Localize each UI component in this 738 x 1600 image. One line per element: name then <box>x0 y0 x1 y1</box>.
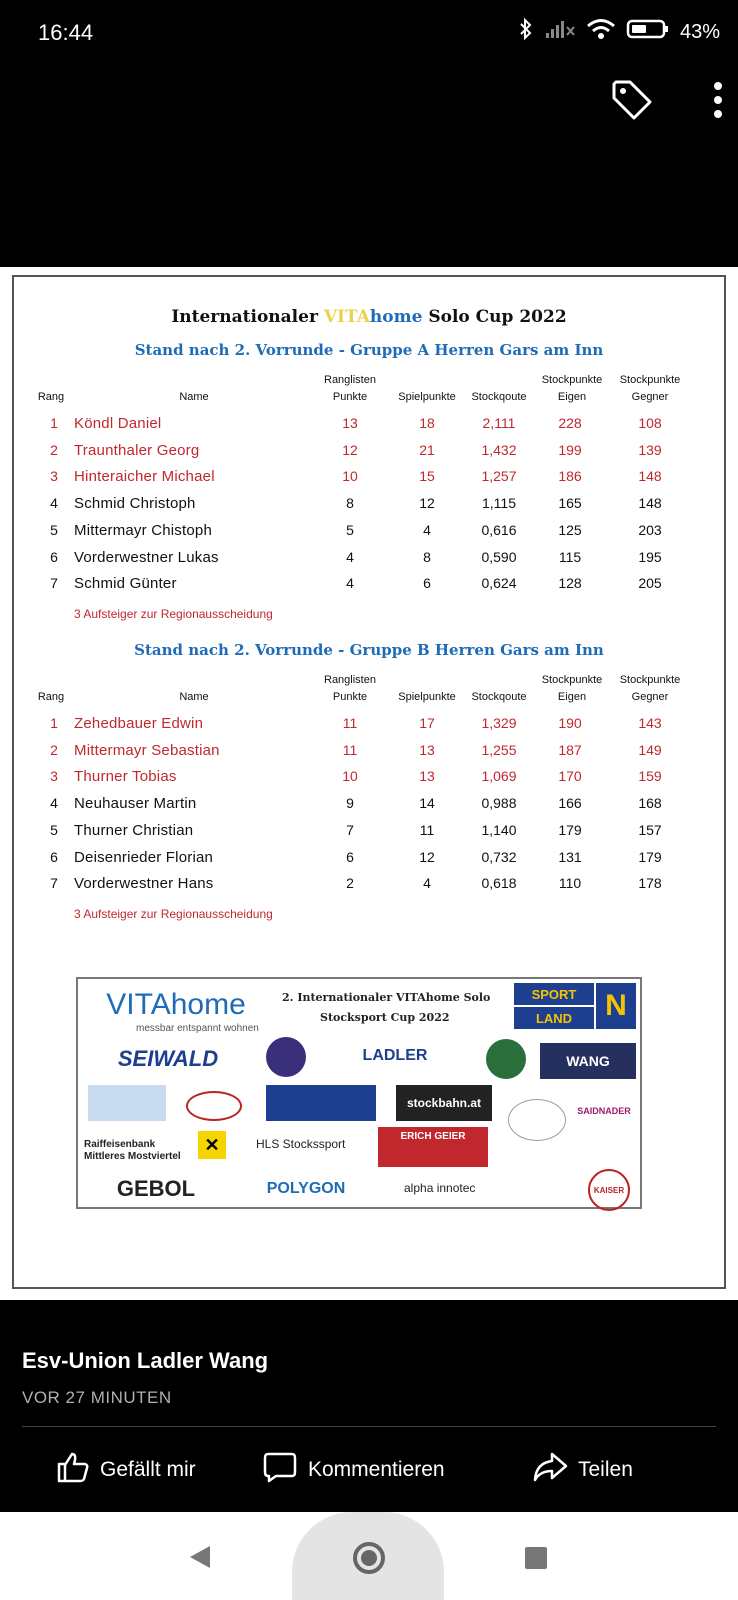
header-line: Stockpunkte <box>541 674 603 686</box>
cell-sq: 1,115 <box>482 495 516 512</box>
thumbs-up-icon <box>56 1450 90 1490</box>
home-circle-icon <box>352 1562 386 1579</box>
divider <box>22 1426 716 1427</box>
battery-icon <box>626 18 670 46</box>
cell-sp: 4 <box>423 875 431 892</box>
raiffeisen-line-1: Raiffeisenbank <box>84 1139 156 1150</box>
cell-name: Vorderwestner Hans <box>74 875 214 893</box>
cup-line-2: Stocksport Cup 2022 <box>320 1011 450 1024</box>
status-bar <box>0 0 738 66</box>
cell-rp: 5 <box>346 521 354 538</box>
group-b-header-stockpunkte-eigen <box>536 672 608 706</box>
cell-name: Mittermayr Chistoph <box>74 521 213 539</box>
group-a-header-stockqoute <box>466 372 532 406</box>
cell-sp: 12 <box>419 848 435 865</box>
header-line: Gegner <box>631 391 669 403</box>
cell-rp: 7 <box>346 821 354 838</box>
group-b-header-name <box>154 672 234 706</box>
header-line: Stockpunkte <box>541 374 603 386</box>
action-bar <box>0 1450 738 1490</box>
cell-sg: 157 <box>638 821 662 838</box>
nav-back-button[interactable] <box>188 1544 212 1575</box>
cell-sg: 148 <box>638 495 662 512</box>
cell-sq: 0,732 <box>481 848 517 865</box>
more-options-button[interactable] <box>706 76 730 124</box>
cell-sp: 13 <box>419 768 435 785</box>
group-b-header-rang <box>36 672 66 706</box>
header-line: Eigen <box>557 691 587 703</box>
table-row <box>14 742 724 769</box>
nav-home-button[interactable] <box>352 1541 386 1580</box>
cell-rang: 4 <box>50 795 58 812</box>
cell-sp: 13 <box>419 741 435 758</box>
cell-sp: 8 <box>423 548 431 565</box>
table-row <box>14 768 724 795</box>
cell-sg: 143 <box>638 715 662 731</box>
table-row <box>14 495 724 522</box>
cell-se: 179 <box>558 821 582 838</box>
status-time: 16:44 <box>38 20 94 45</box>
table-row <box>14 849 724 876</box>
cell-se: 115 <box>558 548 582 565</box>
vitahome-logo: VITAhome <box>106 988 246 1021</box>
group-b-header-ranglisten-punkte <box>314 672 386 706</box>
header-line: Gegner <box>631 691 669 703</box>
cell-sq: 1,329 <box>481 715 517 731</box>
header-line: Spielpunkte <box>398 391 456 403</box>
cell-rp: 13 <box>342 415 358 431</box>
cell-rang: 2 <box>50 741 58 758</box>
header-line <box>154 372 234 389</box>
cell-rp: 4 <box>346 548 354 565</box>
header-line <box>36 372 66 389</box>
group-b-header-spielpunkte <box>390 672 464 706</box>
sponsor-logo-aqua <box>88 1085 166 1121</box>
cell-se: 166 <box>558 795 582 812</box>
back-triangle-icon <box>188 1557 212 1574</box>
comment-icon <box>262 1450 298 1490</box>
club-badge-1 <box>266 1037 306 1077</box>
cell-sq: 2,111 <box>482 415 516 431</box>
header-line <box>390 372 464 389</box>
system-nav-bar <box>0 1512 738 1600</box>
cell-sg: 168 <box>638 795 662 812</box>
header-line: Spielpunkte <box>398 691 456 703</box>
nav-recents-button[interactable] <box>524 1546 548 1575</box>
group-b-title: Stand nach 2. Vorrunde - Gruppe B Herren Gars am Inn <box>134 641 604 659</box>
title-part: Internationaler <box>171 307 324 327</box>
cell-rang: 5 <box>50 521 58 538</box>
battery-percent: 43% <box>679 20 720 43</box>
document-title <box>14 307 724 327</box>
post-caption <box>0 1300 738 1510</box>
sponsor-banner <box>76 977 642 1209</box>
header-line: Stockqoute <box>471 391 527 403</box>
cell-rang: 4 <box>50 495 58 512</box>
header-line: Punkte <box>332 391 368 403</box>
group-a-header-name <box>154 372 234 406</box>
cell-rang: 1 <box>50 415 58 431</box>
wang-logo: WANG <box>540 1043 636 1079</box>
cell-se: 128 <box>558 575 582 592</box>
cell-se: 199 <box>558 441 582 458</box>
table-row <box>14 522 724 549</box>
cell-name: Vorderwestner Lukas <box>74 548 219 566</box>
header-line: Name <box>179 691 209 703</box>
group-a-title: Stand nach 2. Vorrunde - Gruppe A Herren Gars am Inn <box>134 341 604 359</box>
cell-sp: 12 <box>419 495 435 512</box>
recents-square-icon <box>524 1557 548 1574</box>
sponsor-logo-hechtl <box>266 1085 376 1121</box>
cell-rang: 5 <box>50 821 58 838</box>
header-line: Stockqoute <box>471 691 527 703</box>
table-row <box>14 795 724 822</box>
cell-name: Neuhauser Martin <box>74 795 197 813</box>
vitahome-tagline: messbar entspannt wohnen <box>136 1023 259 1034</box>
cell-name: Thurner Tobias <box>74 768 177 786</box>
tag-button[interactable] <box>608 76 656 124</box>
share-label: Teilen <box>578 1458 633 1481</box>
table-row <box>14 715 724 742</box>
header-line <box>36 672 66 689</box>
more-vertical-icon <box>706 111 730 128</box>
cell-sp: 18 <box>419 415 435 431</box>
alpha-innotec-logo: alpha innotec <box>404 1181 476 1195</box>
page-name-link[interactable]: Esv-Union Ladler Wang <box>22 1348 269 1373</box>
cell-se: 187 <box>558 741 582 758</box>
cell-rang: 2 <box>50 441 58 458</box>
cell-rp: 4 <box>346 575 354 592</box>
cell-sq: 0,988 <box>481 795 517 812</box>
standings-document <box>12 275 726 1289</box>
cell-sq: 1,257 <box>481 468 517 485</box>
club-badge-2 <box>486 1039 526 1079</box>
header-line: Punkte <box>332 691 368 703</box>
post-timestamp: VOR 27 MINUTEN <box>22 1388 172 1407</box>
cell-rp: 11 <box>342 741 358 758</box>
raiffeisen-line-2: Mittleres Mostviertel <box>84 1151 181 1162</box>
kaiser-logo: KAISER <box>588 1169 630 1211</box>
cell-name: Traunthaler Georg <box>74 441 200 459</box>
tag-icon <box>608 111 656 128</box>
cell-rang: 6 <box>50 848 58 865</box>
erich-geier-logo: ERICH GEIER <box>378 1127 488 1167</box>
cell-sq: 0,624 <box>481 575 517 592</box>
comment-button[interactable] <box>262 1450 445 1490</box>
cell-sg: 139 <box>638 441 662 458</box>
cell-name: Köndl Daniel <box>74 415 162 432</box>
cell-sg: 159 <box>638 768 662 785</box>
cell-sq: 1,255 <box>481 741 517 758</box>
cell-sp: 17 <box>419 715 435 731</box>
cell-sq: 0,618 <box>481 875 517 892</box>
like-button[interactable] <box>56 1450 196 1490</box>
group-a-note: 3 Aufsteiger zur Regionausscheidung <box>74 607 273 621</box>
sponsor-logo-hahn <box>186 1091 242 1121</box>
stockbahn-logo: stockbahn.at <box>396 1085 492 1121</box>
cell-name: Schmid Christoph <box>74 495 196 513</box>
cell-se: 228 <box>558 415 582 431</box>
cell-se: 190 <box>558 715 582 731</box>
gebol-logo: GEBOL <box>116 1176 196 1201</box>
saidnader-logo: SAIDNADER <box>577 1106 631 1116</box>
raiffeisen-logo: ✕ <box>198 1131 226 1159</box>
group-a-header-spielpunkte <box>390 372 464 406</box>
cell-name: Hinteraicher Michael <box>74 468 215 486</box>
header-line: Name <box>179 391 209 403</box>
cell-rang: 3 <box>50 768 58 785</box>
cell-name: Schmid Günter <box>74 575 177 593</box>
cell-rang: 7 <box>50 875 58 892</box>
cell-sp: 14 <box>419 795 435 812</box>
title-vita: VITA <box>323 307 370 327</box>
noe-logo: N <box>596 983 636 1029</box>
cell-sg: 108 <box>638 415 662 431</box>
cell-se: 125 <box>558 521 582 538</box>
cell-sq: 1,069 <box>481 768 517 785</box>
table-row <box>14 575 724 602</box>
cell-rp: 11 <box>342 715 358 731</box>
group-a-header-stockpunkte-gegner <box>614 372 686 406</box>
table-row <box>14 468 724 495</box>
cell-sp: 21 <box>419 441 435 458</box>
post-image[interactable] <box>0 267 738 1300</box>
header-line <box>466 372 532 389</box>
wifi-icon <box>586 18 616 46</box>
cell-se: 186 <box>558 468 582 485</box>
cell-name: Thurner Christian <box>74 821 194 839</box>
seiwald-logo: SEIWALD <box>117 1046 219 1071</box>
cell-se: 110 <box>558 875 582 892</box>
signal-icon <box>544 19 576 45</box>
cell-sq: 1,140 <box>481 821 517 838</box>
cell-rp: 12 <box>342 441 358 458</box>
header-line: Stockpunkte <box>619 374 681 386</box>
cell-name: Deisenrieder Florian <box>74 848 214 866</box>
cell-sg: 178 <box>638 875 662 892</box>
group-b-note: 3 Aufsteiger zur Regionausscheidung <box>74 907 273 921</box>
cell-sg: 149 <box>638 741 662 758</box>
group-a-header-stockpunkte-eigen <box>536 372 608 406</box>
cell-sq: 1,432 <box>481 441 517 458</box>
title-part: Solo Cup 2022 <box>422 307 567 327</box>
share-button[interactable] <box>532 1450 633 1490</box>
cell-se: 170 <box>558 768 582 785</box>
like-label: Gefällt mir <box>100 1458 196 1481</box>
group-b-header-stockqoute <box>466 672 532 706</box>
group-b-header-stockpunkte-gegner <box>614 672 686 706</box>
cell-rang: 3 <box>50 468 58 485</box>
cell-rp: 2 <box>346 875 354 892</box>
group-a-header-ranglisten-punkte <box>314 372 386 406</box>
polygon-logo: POLYGON <box>266 1180 346 1197</box>
cell-rang: 6 <box>50 548 58 565</box>
sponsor-logo-qualitaet <box>508 1099 566 1141</box>
cell-rang: 1 <box>50 715 58 731</box>
cell-sg: 179 <box>638 848 662 865</box>
cell-sq: 0,616 <box>481 521 517 538</box>
sportland-logo-top: SPORT <box>514 983 594 1005</box>
cup-line-1: 2. Internationaler VITAhome Solo <box>282 991 491 1004</box>
cell-rp: 6 <box>346 848 354 865</box>
cell-rp: 10 <box>342 468 358 485</box>
cell-sg: 205 <box>638 575 662 592</box>
cell-name: Zehedbauer Edwin <box>74 715 204 732</box>
header-line: Ranglisten <box>324 674 376 686</box>
cell-rp: 9 <box>346 795 354 812</box>
bluetooth-icon <box>518 18 534 46</box>
cell-se: 165 <box>558 495 582 512</box>
table-row <box>14 442 724 469</box>
status-icons <box>518 18 720 46</box>
cell-sp: 11 <box>419 821 435 838</box>
cell-sq: 0,590 <box>481 548 517 565</box>
header-line: Ranglisten <box>324 374 376 386</box>
cell-rp: 10 <box>342 768 358 785</box>
cell-rang: 7 <box>50 575 58 592</box>
table-row <box>14 875 724 902</box>
comment-label: Kommentieren <box>308 1458 445 1481</box>
sportland-logo-bottom: LAND <box>514 1007 594 1029</box>
header-line <box>390 672 464 689</box>
viewer-toolbar <box>538 70 738 126</box>
header-line: Rang <box>37 691 65 703</box>
cell-rp: 8 <box>346 495 354 512</box>
cell-sg: 195 <box>638 548 662 565</box>
header-line: Eigen <box>557 391 587 403</box>
cell-sg: 148 <box>638 468 662 485</box>
table-row <box>14 415 724 442</box>
table-row <box>14 549 724 576</box>
cell-name: Mittermayr Sebastian <box>74 741 220 759</box>
header-line <box>466 672 532 689</box>
cell-se: 131 <box>558 848 582 865</box>
cell-sg: 203 <box>638 521 662 538</box>
header-line: Stockpunkte <box>619 674 681 686</box>
ladler-logo: LADLER <box>362 1047 428 1064</box>
share-icon <box>532 1450 568 1490</box>
group-a-header-rang <box>36 372 66 406</box>
cell-sp: 6 <box>423 575 431 592</box>
header-line: Rang <box>37 391 65 403</box>
cell-sp: 15 <box>419 468 435 485</box>
table-row <box>14 822 724 849</box>
cell-sp: 4 <box>423 521 431 538</box>
header-line <box>154 672 234 689</box>
hls-logo: HLS Stockssport <box>256 1137 346 1151</box>
title-home: home <box>369 307 423 327</box>
